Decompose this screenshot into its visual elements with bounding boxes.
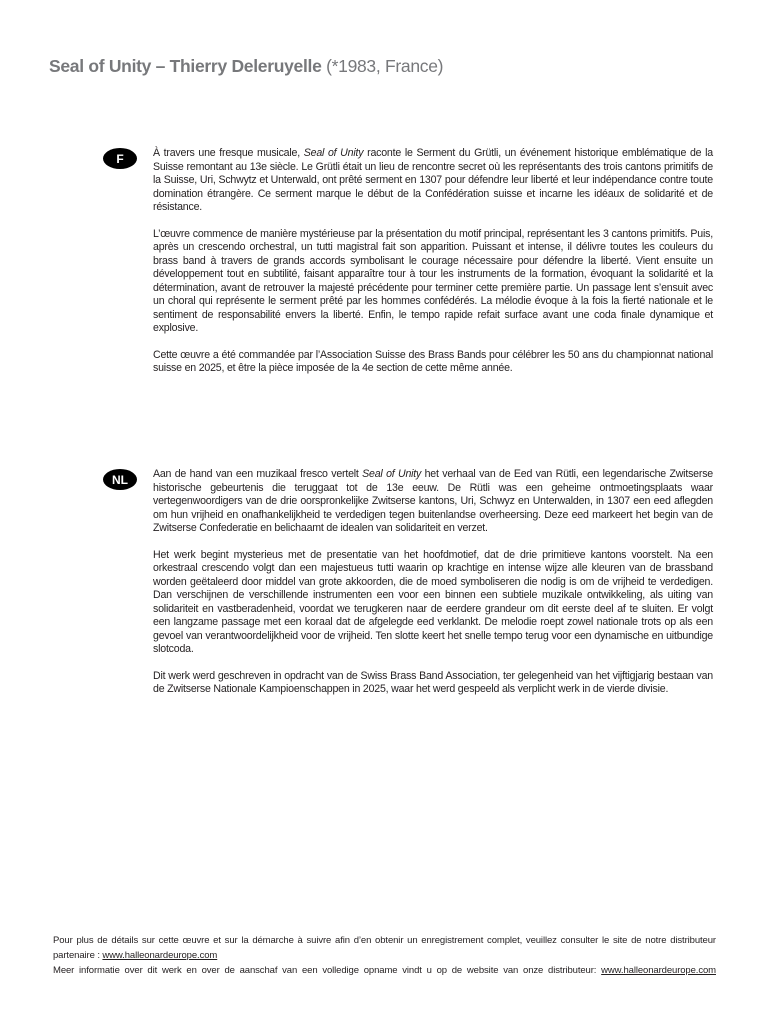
french-text-column <box>153 147 713 376</box>
dutch-paragraph-2: Het werk begint mysterieus met de presentatie van het hoofdmotief, dat de drie primitieve kantons voorstelt. Na een orkestraal crescendo volgt dan een majestueus tutti waarin op krachtige en intense wijze alle kleuren van de brassband worden geëtaleerd door middel van grote akkoorden, die de moed symboliseren die nodig is om de vrijheid te verdedigen. Dan verschijnen de verschillende instrumenten een voor een binnen een subtiele muzikale ontwikkeling, als uiting van solidariteit en vastberadenheid, voordat we terugkeren naar de eerdere grandeur om dit eerste deel af te sluiten. Er volgt een langzame passage met een koraal dat de afgelegde eed verklankt. De melodie roept zowel nationale trots op als een gevoel van verantwoordelijkheid voor de vrijheid. Ten slotte keert het snelle tempo terug voor een dynamische en uitbundige slotcoda. <box>153 548 713 655</box>
french-paragraph-2: L’œuvre commence de manière mystérieuse par la présentation du motif principal, représentant les 3 cantons primitifs. Puis, après un crescendo orchestral, un tutti magistral fait son apparition. Puissant et intense, il délivre toutes les couleurs du brass band à travers de grands accords symbolisant le courage nécessaire pour défendre la liberté. Vient ensuite un développement tout en subtilité, faisant apparaître tour à tour les instruments de la formation, évoquant la solidarité et la détermination, avant de retrouver la majesté précédente pour terminer cette première partie. Un passage lent s’ensuit avec un choral qui représente le serment prêté par les hommes confédérés. La mélodie évoque à la fois la fierté nationale et le sentiment de responsabilité envers la liberté. Enfin, le tempo rapide refait surface avant une coda finale dynamique et explosive. <box>153 227 713 334</box>
paragraph-text: Aan de hand van een muzikaal fresco vertelt <box>153 468 363 480</box>
composer-birth-country: (*1983, France) <box>321 56 444 76</box>
distributor-link-french[interactable]: www.halleonardeurope.com <box>102 950 218 961</box>
footer <box>53 933 716 978</box>
dutch-text-column <box>153 468 713 697</box>
distributor-link-dutch[interactable]: www.halleonardeurope.com <box>601 965 716 976</box>
dutch-paragraph-3: Dit werk werd geschreven in opdracht van de Swiss Brass Band Association, ter gelegenheid van het vijftigjarig bestaan van de Zwitserse Nationale Kampioenschappen in 2025, waar het werd gespeeld als verplicht werk in de vierde divisie. <box>153 669 713 695</box>
footer-french-text: Pour plus de détails sur cette œuvre et sur la démarche à suivre afin d’en obtenir un enregistrement complet, veuillez consulter le site de notre distributeur partenaire : <box>53 935 716 961</box>
work-title-composer: Seal of Unity – Thierry Deleruyelle <box>49 56 322 76</box>
section-dutch <box>103 468 715 697</box>
language-badge-french: F <box>103 148 137 169</box>
paragraph-text: raconte le Serment du Grütli, un événement historique emblématique de la Suisse remontant au 13e siècle. Le Grütli était un lieu de rencontre secret où les représentants des trois cantons primitifs de la Suisse, Uri, Schwytz et Unterwald, ont prêté serment en 1307 pour défendre leur liberté et leur indépendance contre toute domination étrangère. Ce serment marque le début de la Confédération suisse et incarne les idéaux de solidarité et de résistance. <box>153 147 713 213</box>
work-title-italic: Seal of Unity <box>303 147 364 159</box>
french-paragraph-3: Cette œuvre a été commandée par l’Association Suisse des Brass Bands pour célébrer les 50 ans du championnat national suisse en 2025, et être la pièce imposée de la 4e section de cette même année. <box>153 348 713 374</box>
dutch-paragraph-1 <box>153 468 713 536</box>
paragraph-text: het verhaal van de Eed van Rütli, een legendarische Zwitserse historische gebeurtenis die teruggaat tot de 13e eeuw. De Rütli was een geheime ontmoetingsplaats waar vertegenwoordigers van de drie oorspronkelijke Zwitserse kantons, Uri, Schwyz en Unterwalden, in 1307 een eed aflegden om hun vrijheid en onafhankelijkheid te verdedigen tegen buitenlandse overheersing. Deze eed markeert het begin van de Zwitserse Confederatie en belichaamt de idealen van solidariteit en verzet. <box>153 468 713 534</box>
section-french <box>103 147 715 376</box>
paragraph-text: À travers une fresque musicale, <box>153 147 304 159</box>
page-title <box>49 56 443 77</box>
footer-dutch-note <box>53 963 716 978</box>
footer-dutch-text: Meer informatie over dit werk en over de aanschaf van een volledige opname vindt u op de website van onze distributeur: <box>53 965 602 976</box>
language-badge-dutch: NL <box>103 469 137 490</box>
french-paragraph-1 <box>153 147 713 215</box>
work-title-italic: Seal of Unity <box>362 468 422 480</box>
footer-french-note <box>53 933 716 963</box>
